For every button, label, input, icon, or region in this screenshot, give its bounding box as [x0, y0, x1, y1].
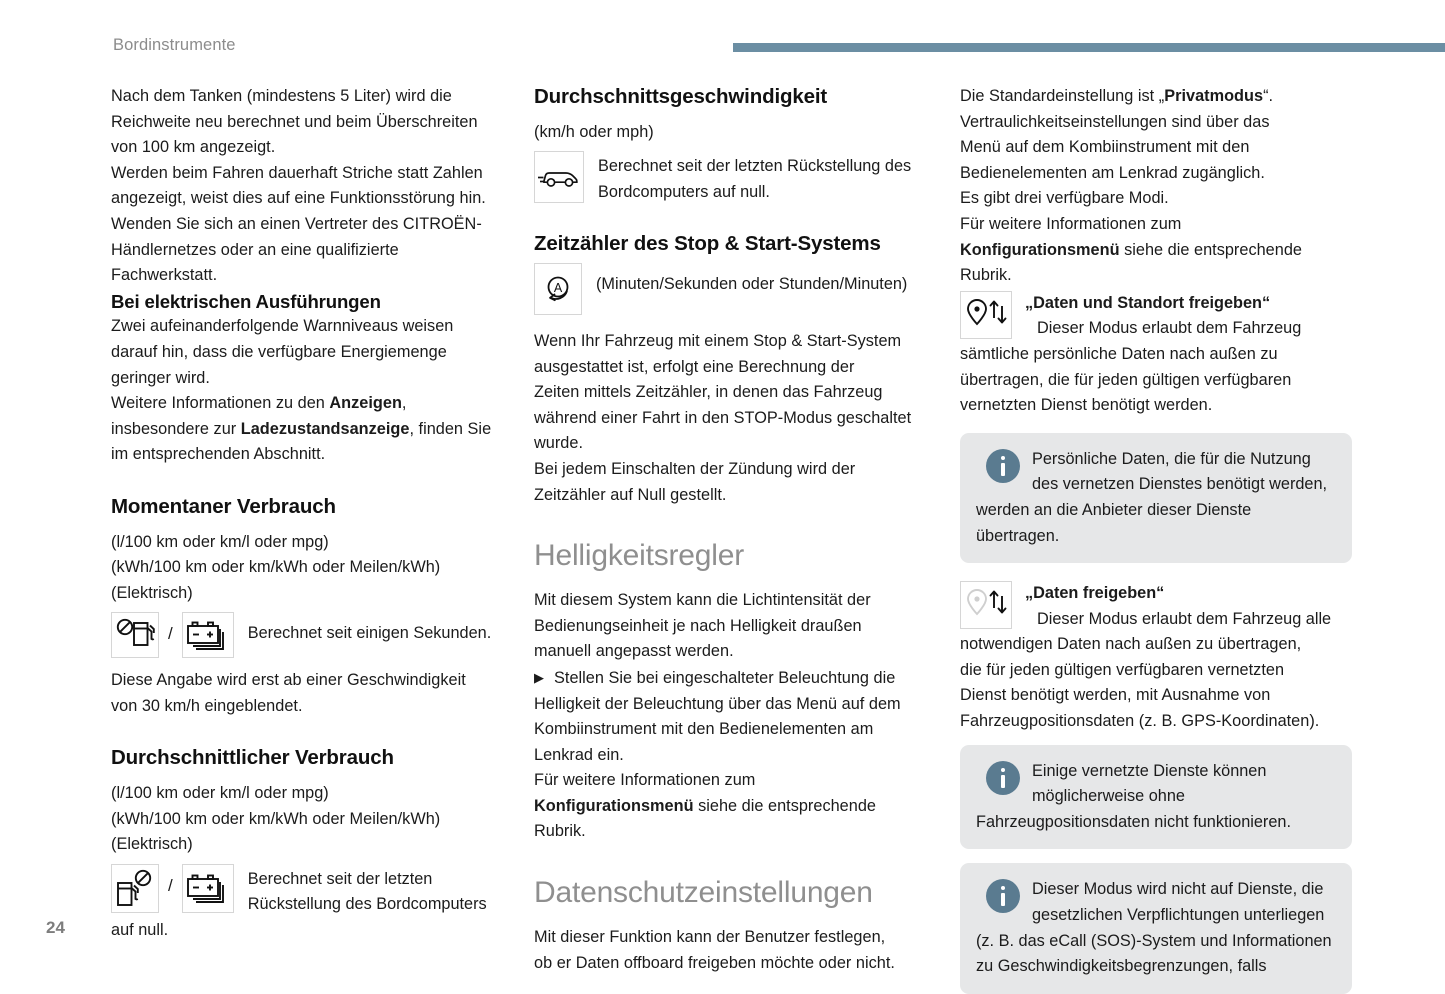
- c1-p1-l3: von 100 km angezeigt.: [111, 138, 276, 157]
- c2-p4-l2: Helligkeit der Beleuchtung über das Menü auf dem: [534, 694, 901, 713]
- c1-p4-bold-ladezustand: Ladezustandsanzeige: [240, 419, 410, 438]
- c2-p3-l2: Bedienungseinheit je nach Helligkeit draußen: [534, 616, 862, 635]
- c3-p1-a: Die Standardeinstellung ist „: [960, 87, 1165, 105]
- c2-p4-l4: Lenkrad ein.: [534, 745, 624, 764]
- c2-p1-l3: Zeiten mittels Zeitzähler, in denen das Fahrzeug: [534, 383, 883, 402]
- c2-para-1: [534, 329, 926, 508]
- c3-p1-l3: Menü auf dem Kombiinstrument mit den: [960, 138, 1250, 157]
- c2-p1-l2: ausgestattet ist, erfolgt eine Berechnung der: [534, 357, 855, 376]
- c1-icon-row-durchschnitt: [111, 864, 503, 918]
- c3-mode2-rest: [960, 632, 1352, 734]
- c3-mode2-l3: die für jeden gültigen verfügbaren vernetzten: [960, 660, 1285, 679]
- chapter-label: Bordinstrumente: [113, 36, 236, 54]
- c1-p1-l1: Nach dem Tanken (mindestens 5 Liter) wird die: [111, 87, 452, 105]
- c2-heading-zeitzaehler: Zeitzähler des Stop & Start-Systems: [534, 232, 881, 256]
- info-box-2: [960, 745, 1352, 850]
- column-2: [534, 84, 926, 976]
- battery-stack-icon: [182, 612, 234, 658]
- c3-mode-1-row: [960, 291, 1352, 342]
- icon-separator-1: /: [168, 624, 173, 644]
- c3-mode2-title: „Daten freigeben“: [1025, 584, 1165, 603]
- data-share-icon: [960, 581, 1012, 629]
- c3-info2-l1: Einige vernetzte Dienste können: [1032, 761, 1267, 780]
- c3-mode1-title: „Daten und Standort freigeben“: [1025, 293, 1271, 312]
- c2-p6-l2: ob er Daten offboard freigeben möchte oder nicht.: [534, 953, 895, 972]
- c2-speed-units: (km/h oder mph): [534, 122, 654, 141]
- c1-u1-l1: (l/100 km oder km/l oder mpg): [111, 532, 329, 551]
- c1-p4-e: im entsprechenden Abschnitt.: [111, 445, 326, 464]
- c1-heading-momentaner-verbrauch: Momentaner Verbrauch: [111, 494, 336, 518]
- c3-p1-l4: Bedienelementen am Lenkrad zugänglich.: [960, 163, 1265, 182]
- c3-info1-l2: des vernetzen Dienstes benötigt werden,: [1032, 475, 1328, 494]
- c3-mode1-rest: [960, 342, 1352, 419]
- fuel-pump-average-icon: [111, 612, 159, 658]
- c1-durchschnitt-desc-l3: auf null.: [111, 921, 169, 940]
- c1-para-5: [111, 668, 503, 719]
- c2-icon-row-stopstart: [534, 263, 926, 315]
- c1-p4-d: , finden Sie: [409, 419, 492, 438]
- c3-p1-l2: Vertraulichkeitseinstellungen sind über das: [960, 112, 1270, 131]
- c1-p5-l2: von 30 km/h eingeblendet.: [111, 696, 303, 715]
- c2-p3-l1: Mit diesem System kann die Lichtintensität der: [534, 591, 871, 610]
- c3-mode1-text: [1012, 291, 1301, 342]
- c3-info2-l3: Fahrzeugpositionsdaten nicht funktionieren.: [976, 812, 1291, 831]
- header-rule: [733, 43, 1445, 52]
- c2-p6-l1: Mit dieser Funktion kann der Benutzer festlegen,: [534, 928, 886, 947]
- c1-u1-l2: (kWh/100 km oder km/kWh oder Meilen/kWh): [111, 558, 441, 577]
- c3-p1-bold-privatmodus: Privatmodus: [1164, 87, 1264, 105]
- c1-p2-l1: Werden beim Fahren dauerhaft Striche statt Zahlen: [111, 163, 483, 182]
- c3-mode2-l1: Dieser Modus erlaubt dem Fahrzeug alle: [1037, 609, 1332, 628]
- c3-info1-l4: übertragen.: [976, 526, 1060, 545]
- c1-heading-durchschnittlicher-verbrauch: Durchschnittlicher Verbrauch: [111, 746, 394, 770]
- location-share-icon: [960, 291, 1012, 339]
- c3-mode1-l2: sämtliche persönliche Daten nach außen zu: [960, 344, 1278, 363]
- c1-p4-bold-anzeigen: Anzeigen: [329, 394, 402, 413]
- c3-para-1: [960, 84, 1352, 289]
- c1-p3-l2: darauf hin, dass die verfügbare Energiemenge: [111, 342, 447, 361]
- c1-momentan-desc: Berechnet seit einigen Sekunden.: [247, 624, 492, 643]
- c2-p5-l3: Rubrik.: [534, 822, 586, 841]
- c2-p4-l3: Kombiinstrument mit den Bedienelementen am: [534, 720, 874, 739]
- c3-p2-l1: Für weitere Informationen zum: [960, 214, 1182, 233]
- c3-p2-bold: Konfigurationsmenü: [960, 240, 1120, 259]
- c3-mode1-l4: vernetzten Dienst benötigt werden.: [960, 396, 1213, 415]
- column-3: [960, 84, 1352, 994]
- c1-u2-l2: (kWh/100 km oder km/kWh oder Meilen/kWh): [111, 809, 441, 828]
- c1-u1-l3: (Elektrisch): [111, 583, 193, 602]
- c2-p5-l1: Für weitere Informationen zum: [534, 771, 756, 790]
- info-icon: [986, 449, 1020, 483]
- c2-section-datenschutzeinstellungen: Datenschutzeinstellungen: [534, 876, 873, 910]
- c2-speed-desc: [584, 151, 911, 205]
- c1-p1-l2: Reichweite neu berechnet und beim Überschreiten: [111, 112, 478, 131]
- c1-icon-row-momentan: [111, 612, 503, 658]
- stop-start-a-icon: [534, 263, 582, 315]
- c1-p4-b: ,: [401, 394, 407, 413]
- c3-info2-l2: möglicherweise ohne: [1032, 787, 1185, 806]
- c3-info1-l3: werden an die Anbieter dieser Dienste: [976, 500, 1252, 519]
- c2-p1-l1: Wenn Ihr Fahrzeug mit einem Stop & Start-System: [534, 331, 902, 350]
- c3-p2-rest: siehe die entsprechende: [1119, 240, 1302, 259]
- c3-info3-l4: zu Geschwindigkeitsbegrenzungen, falls: [976, 957, 1267, 976]
- c3-mode1-l1: Dieser Modus erlaubt dem Fahrzeug: [1037, 319, 1302, 338]
- c2-p3-l3: manuell angepasst werden.: [534, 642, 734, 661]
- c1-u2-l3: (Elektrisch): [111, 835, 193, 854]
- c3-info3-l3: (z. B. das eCall (SOS)-System und Informationen: [976, 931, 1332, 950]
- c2-para-6: [534, 925, 926, 976]
- info-box-1-text: [976, 450, 1327, 545]
- icon-separator-2: /: [168, 875, 173, 895]
- c2-sd-l2: Bordcomputers auf null.: [598, 182, 770, 201]
- info-box-2-text: [976, 762, 1291, 831]
- car-side-icon: [534, 151, 584, 203]
- svg-text:A: A: [553, 280, 563, 295]
- c3-info1-l1: Persönliche Daten, die für die Nutzung: [1032, 449, 1311, 468]
- c1-p2-l5: Fachwerkstatt.: [111, 266, 218, 285]
- c3-p1-b: “.: [1263, 87, 1274, 105]
- c1-units-1: [111, 530, 503, 607]
- c2-p5-rest: siehe die entsprechende: [693, 796, 876, 815]
- c2-p2-l1: Bei jedem Einschalten der Zündung wird der: [534, 459, 856, 478]
- c3-mode2-text: [1012, 581, 1331, 632]
- c2-stopstart-units: (Minuten/Sekunden oder Stunden/Minuten): [596, 274, 908, 293]
- c1-para-3: [111, 314, 503, 468]
- column-1: [111, 84, 503, 944]
- c1-p2-l2: angezeigt, weist dies auf eine Funktionsstörung hin.: [111, 189, 486, 208]
- c3-info3-l1: Dieser Modus wird nicht auf Dienste, die: [1032, 880, 1324, 899]
- c1-p5-l1: Diese Angabe wird erst ab einer Geschwindigkeit: [111, 671, 466, 690]
- c3-info3-l2: gesetzlichen Verpflichtungen unterliegen: [1032, 906, 1325, 925]
- c2-p4-l1: Stellen Sie bei eingeschalteter Beleuchtung die: [554, 668, 896, 687]
- c2-sd-l1: Berechnet seit der letzten Rückstellung des: [598, 157, 912, 176]
- c1-units-2: [111, 781, 503, 858]
- c3-mode2-l4: Dienst benötigt werden, mit Ausnahme von: [960, 686, 1271, 705]
- c1-heading-electric: Bei elektrischen Ausführungen: [111, 290, 381, 312]
- bullet-arrow-icon: ▶: [534, 669, 545, 685]
- c2-para-3: [534, 588, 926, 845]
- c1-dd-l2: Rückstellung des Bordcomputers: [247, 895, 487, 914]
- c1-u2-l1: (l/100 km oder km/l oder mpg): [111, 784, 329, 803]
- c1-dd-l1: Berechnet seit der letzten: [247, 869, 433, 888]
- c1-p3-l1: Zwei aufeinanderfolgende Warnniveaus weisen: [111, 317, 454, 336]
- c2-p5-bold: Konfigurationsmenü: [534, 796, 694, 815]
- c1-p2-l3: Wenden Sie sich an einen Vertreter des CITROËN-: [111, 214, 482, 233]
- info-icon: [986, 761, 1020, 795]
- c3-p2-l3: Rubrik.: [960, 266, 1012, 285]
- page-number: 24: [46, 918, 65, 937]
- c3-mode2-l5: Fahrzeugpositionsdaten (z. B. GPS-Koordinaten).: [960, 712, 1320, 731]
- info-box-3: [960, 863, 1352, 993]
- c3-p1-l5: Es gibt drei verfügbare Modi.: [960, 189, 1169, 208]
- info-icon: [986, 879, 1020, 913]
- c3-mode1-l3: übertragen, die für jeden gültigen verfügbaren: [960, 370, 1292, 389]
- info-box-1: [960, 433, 1352, 563]
- c2-icon-row-speed: [534, 151, 926, 205]
- c1-p4-a: Weitere Informationen zu den: [111, 394, 330, 413]
- c2-p1-l4: während einer Fahrt in den STOP-Modus geschaltet: [534, 408, 912, 427]
- c2-p2-l2: Zeitzähler auf Null gestellt.: [534, 485, 727, 504]
- c1-para-1: [111, 84, 503, 289]
- c2-heading-durchschnittsgeschwindigkeit: Durchschnittsgeschwindigkeit: [534, 85, 828, 108]
- c1-p2-l4: Händlernetzes oder an eine qualifizierte: [111, 240, 399, 259]
- fuel-pump-trip-average-icon: [111, 864, 159, 913]
- c3-mode2-l2: notwendigen Daten nach außen zu übertragen,: [960, 635, 1302, 654]
- c2-section-helligkeitsregler: Helligkeitsregler: [534, 539, 745, 573]
- c1-p3-l3: geringer wird.: [111, 368, 210, 387]
- battery-stack-icon-2: [182, 864, 234, 913]
- c3-mode-2-row: [960, 581, 1352, 632]
- c2-p1-l5: wurde.: [534, 434, 583, 453]
- info-box-3-text: [976, 880, 1332, 975]
- c1-p4-c: insbesondere zur: [111, 419, 241, 438]
- c1-durchschnitt-desc: [234, 864, 487, 918]
